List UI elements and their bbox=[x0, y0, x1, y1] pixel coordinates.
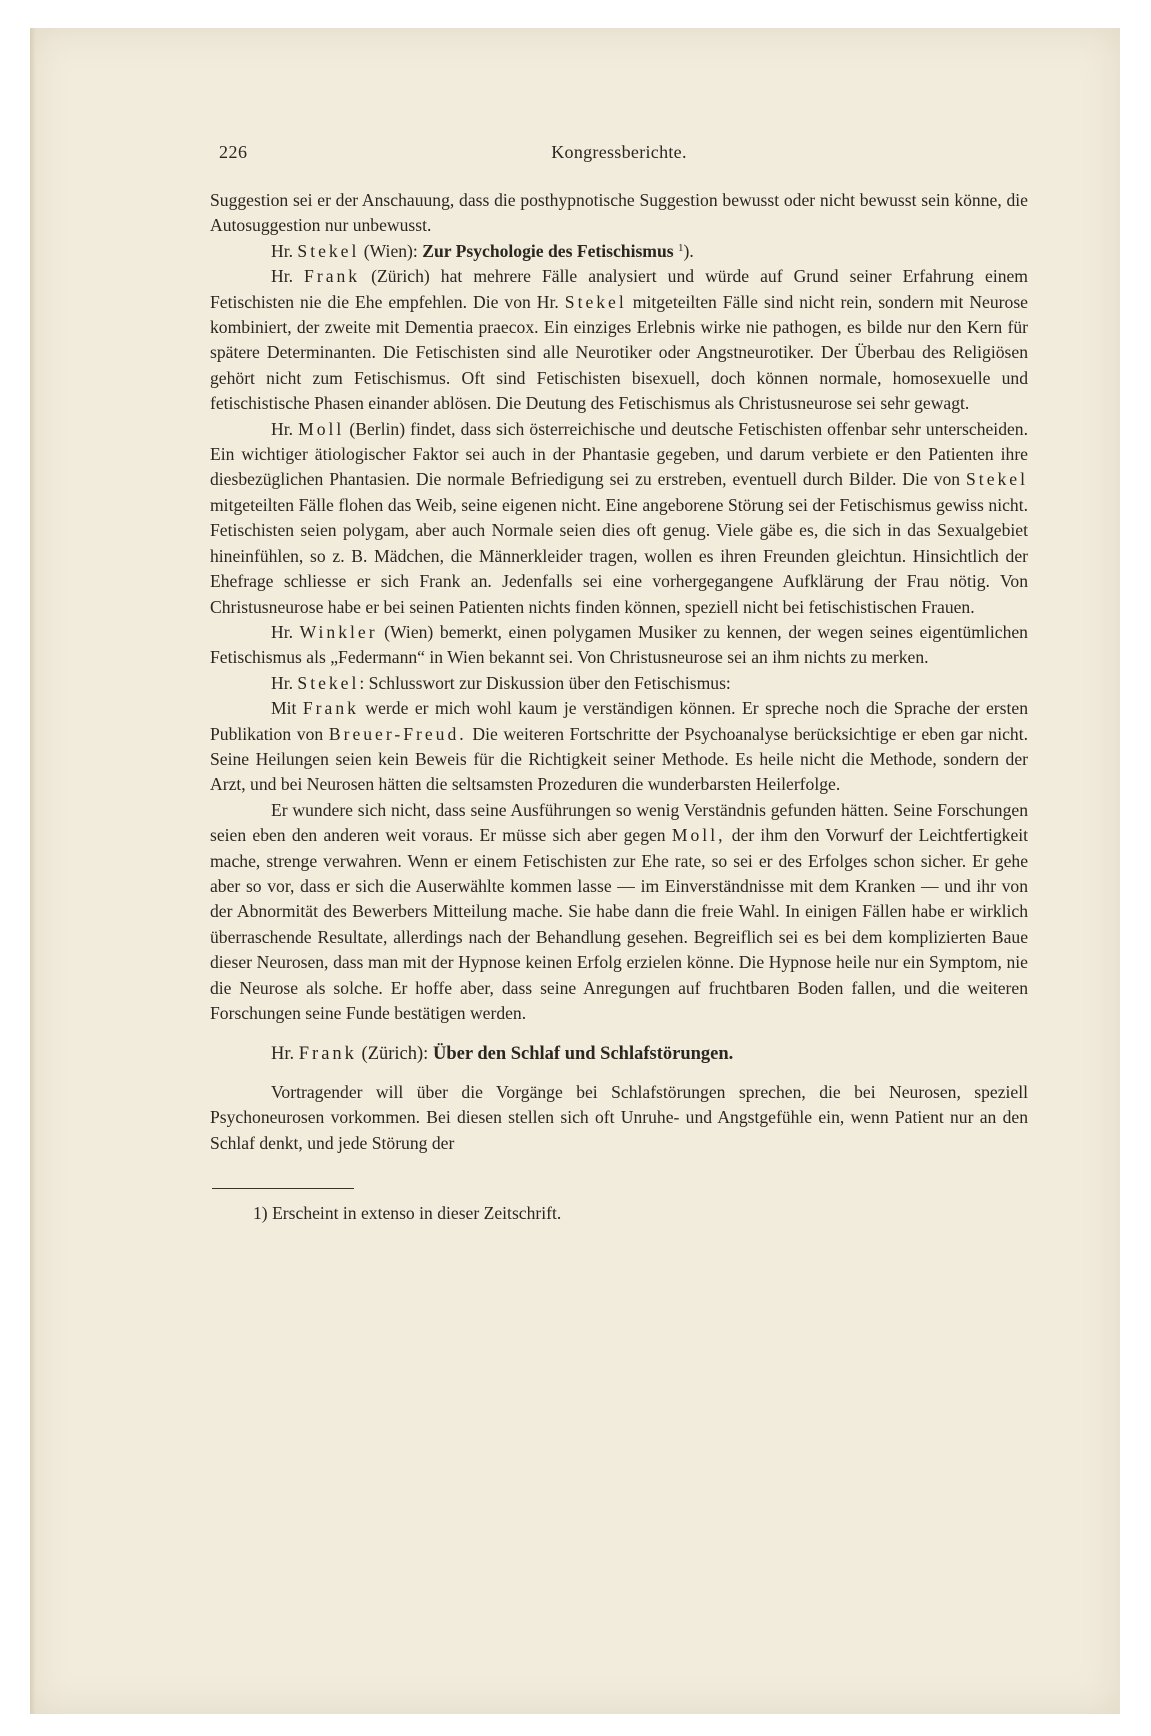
section-heading: Hr. Frank (Zürich): Über den Schlaf und Schlafstörungen. bbox=[271, 1044, 734, 1065]
speaker-name: Stekel bbox=[966, 469, 1028, 490]
lecture-title: Zur Psychologie des Fetischismus bbox=[422, 240, 674, 261]
speaker-name: Stekel bbox=[564, 291, 627, 312]
paragraph-stekel-closing: Hr. Stekel: Schlusswort zur Diskussion über den Fetischismus: bbox=[271, 672, 731, 693]
speaker-name: Frank bbox=[302, 698, 359, 719]
speaker-name: Moll, bbox=[671, 825, 726, 846]
paragraph-schlaf: Vortragender will über die Vorgänge bei Schlafstörungen sprechen, die bei Neurosen, speziell Psychoneurosen vorkommen. Bei diesen stellen sich oft Unruhe- und Angstgefühle ein, wenn Patient nur an den Schlaf denkt, und jede Störung der bbox=[210, 1081, 1028, 1153]
page-header bbox=[210, 140, 1028, 170]
footnote-text: Erscheint in extenso in dieser Zeitschrift. bbox=[272, 1203, 562, 1224]
page-edge-shadow bbox=[30, 28, 36, 1714]
speaker-name: Winkler bbox=[299, 621, 378, 642]
footnote-mark: 1 bbox=[678, 241, 684, 254]
paragraph-closing-2: Er wundere sich nicht, dass seine Ausführungen so wenig Verständnis gefunden hätten. Seine Forschungen seien eben den anderen weit voraus. Er müsse sich aber gegen Moll, der ihm den Vorwurf der Leichtfertigkeit mache, strenge verwahren. Wenn er einem Fetischisten zur Ehe rate, so sei er des Erfolges schon sicher. Er gehe aber so vor, dass er sich die Auserwählte kommen lasse — im Einverständnisse mit dem Kranken — und ihr von der Abnormität des Bewerbers Mitteilung mache. Sie habe dann die freie Wahl. In einigen Fällen habe er wirklich überraschende Resultate, allerdings nach der Behandlung gesehen. Begreiflich sei es bei dem komplizierten Baue dieser Neurosen, dass man mit der Hypnose keinen Erfolg erzielen könne. Die Hypnose heile nur ein Symptom, nie die Neurose als solche. Er hoffe aber, dass seine Anregungen auf fruchtbaren Boden fallen, und die weiteren Forschungen seine Funde bestätigen werden. bbox=[210, 799, 1029, 1023]
speaker-name: Stekel bbox=[297, 240, 360, 261]
paragraph-1: Suggestion sei er der Anschauung, dass die posthypnotische Suggestion bewusst oder nicht bewusst sein könne, die Autosuggestion nur unbewusst. bbox=[210, 190, 1028, 236]
author-names: Breuer-Freud. bbox=[328, 723, 467, 744]
running-head: Kongressberichte. bbox=[551, 142, 687, 162]
paragraph-stekel-title: Hr. Stekel (Wien): Zur Psychologie des Fetischismus $^1$). bbox=[271, 240, 694, 261]
speaker-name: Frank bbox=[304, 266, 361, 287]
lecture-title: Über den Schlaf und Schlafstörungen. bbox=[432, 1044, 734, 1065]
speaker-name: Stekel bbox=[297, 672, 360, 693]
paragraph-frank: Hr. Frank (Zürich) hat mehrere Fälle analysiert und würde auf Grund seiner Erfahrung einem Fetischisten nie die Ehe empfehlen. Die von Hr. Stekel mitgeteilten Fälle sind nicht rein, sondern mit Neurose kombiniert, der zweite mit Dementia praecox. Ein einziges Erlebnis wirke nie pathogen, es bilde nur den Kern für spätere Determinanten. Die Fetischisten sind alle Neurotiker oder Angstneurotiker. Der Überbau des Religiösen gehört nicht zum Fetischismus. Oft sind Fetischisten bisexuell, doch können normale, homosexuelle und fetischistische Phasen einander ablösen. Die Deutung des Fetischismus als Christusneurose sei sehr gewagt. bbox=[210, 266, 1028, 414]
page-number: 226 bbox=[219, 142, 248, 162]
paragraph-winkler: Hr. Winkler (Wien) bemerkt, einen polygamen Musiker zu kennen, der wegen seines eigentümlichen Fetischismus als „Federmann“ in Wien bekannt sei. Von Christusneurose sei an ihm nichts zu merken. bbox=[210, 621, 1028, 668]
speaker-name: Moll bbox=[298, 418, 345, 439]
page-content bbox=[210, 140, 1028, 1226]
paragraph-closing-1: Mit Frank werde er mich wohl kaum je verständigen können. Er spreche noch die Sprache der ersten Publikation von Breuer-Freud. Die weiteren Fortschritte der Psychoanalyse berücksichtige er eben gar nicht. Seine Heilungen seien kein Beweis für die Richtigkeit seiner Methode. Es heile nicht die Methode, sondern der Arzt, und bei Neurosen hätten die seltsamsten Prozeduren die wunderbarsten Heilerfolge. bbox=[210, 698, 1028, 795]
paragraph-moll: Hr. Moll (Berlin) findet, dass sich österreichische und deutsche Fetischisten offenbar sehr unterscheiden. Ein wichtiger ätiologischer Faktor sei auch in der Phantasie gegeben, und darum verbiete er den Patienten ihre diesbezüglichen Phantasien. Die normale Befriedigung sei zu erstreben, eventuell durch Bilder. Die von Stekel mitgeteilten Fälle flohen das Weib, seine eigenen nicht. Eine angeborene Störung sei der Fetischismus gewiss nicht. Fetischisten seien polygam, aber auch Normale seien dies oft genug. Viele gäbe es, die sich in das Sexualgebiet hineinfühlen, so z. B. Mädchen, die Männerkleider tragen, wollen es ihren Freunden gleichtun. Hinsichtlich der Ehefrage schliesse er sich Frank an. Jedenfalls sei eine vorhergegangene Aufklärung der Frau nötig. Von Christusneurose habe er bei seinen Patienten nichts finden können, speziell nicht bei fetischistischen Frauen. bbox=[210, 418, 1028, 617]
footnote-mark: 1) bbox=[253, 1203, 268, 1224]
speaker-name: Frank bbox=[298, 1044, 357, 1065]
footnote bbox=[253, 1201, 1028, 1226]
footnote-divider bbox=[212, 1188, 354, 1189]
